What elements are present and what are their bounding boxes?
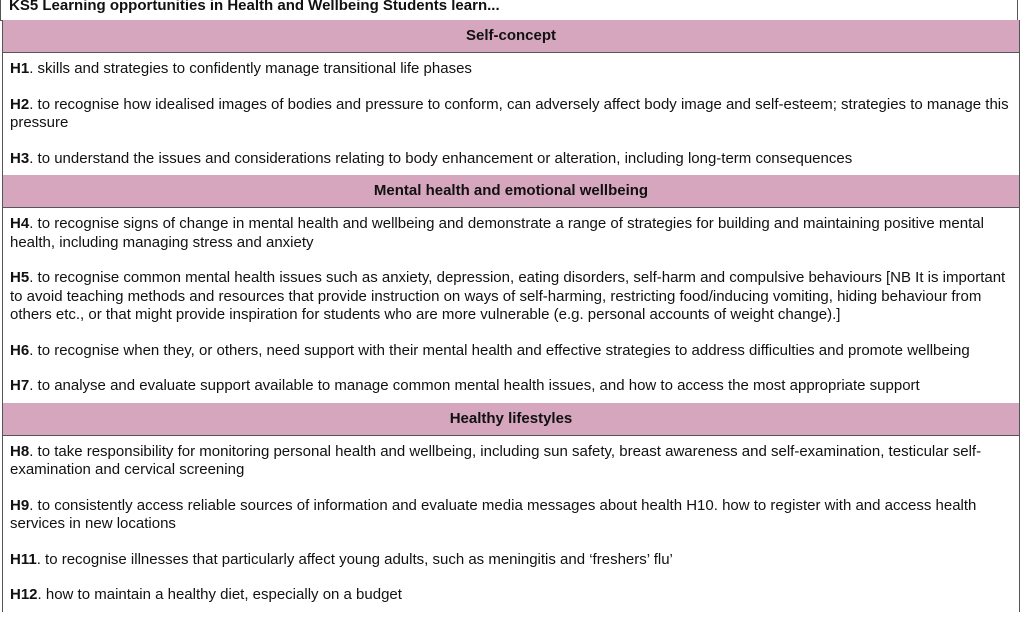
list-item xyxy=(10,497,1010,534)
item-code: H4 xyxy=(10,215,30,232)
item-code: H11 xyxy=(10,550,37,568)
item-code: H12 xyxy=(10,586,38,603)
item-text: . skills and strategies to confidently manage transitional life phases xyxy=(29,60,472,77)
list-item xyxy=(10,60,1010,79)
learning-opportunities-table xyxy=(2,20,1020,612)
section-heading-healthy-lifestyles: Healthy lifestyles xyxy=(2,403,1020,436)
section-body-mental-health xyxy=(2,208,1020,403)
section-heading-self-concept: Self-concept xyxy=(2,20,1020,53)
list-item xyxy=(10,586,1010,605)
list-item xyxy=(10,215,1010,252)
list-item xyxy=(10,551,1010,570)
table-title: KS5 Learning opportunities in Health and Wellbeing Students learn... xyxy=(9,0,500,14)
item-text: . to take responsibility for monitoring personal health and wellbeing, including sun safety, breast awareness and self-examination, testicular self-examination and cervical screening xyxy=(10,442,982,478)
item-code: H1 xyxy=(10,60,30,77)
section-body-healthy-lifestyles xyxy=(2,436,1020,612)
item-code: H7 xyxy=(10,377,30,394)
section-body-self-concept xyxy=(2,53,1020,175)
item-text: . to understand the issues and considerations relating to body enhancement or alteration, including long-term consequences xyxy=(29,149,853,167)
item-code: H9 xyxy=(10,496,30,514)
item-text: . to recognise how idealised images of bodies and pressure to conform, can adversely affect body image and self-esteem; strategies to manage this pressure xyxy=(10,95,1009,131)
list-item xyxy=(10,150,1010,169)
item-text: . to recognise when they, or others, need support with their mental health and effective strategies to address difficulties and promote wellbeing xyxy=(29,341,970,359)
item-text: . to consistently access reliable sources of information and evaluate media messages about health H10. how to register with and access health services in new locations xyxy=(10,496,977,532)
item-code: H2 xyxy=(10,95,30,113)
list-item xyxy=(10,443,1010,480)
item-text: . how to maintain a healthy diet, especially on a budget xyxy=(37,586,402,603)
item-code: H3 xyxy=(10,149,30,167)
item-text: . to analyse and evaluate support available to manage common mental health issues, and how to access the most appropriate support xyxy=(29,377,920,394)
list-item xyxy=(10,269,1010,325)
item-code: H6 xyxy=(10,341,30,359)
list-item xyxy=(10,96,1010,133)
item-text: . to recognise signs of change in mental health and wellbeing and demonstrate a range of strategies for building and maintaining positive mental health, including managing stress and anxiety xyxy=(10,215,984,251)
table-title-row xyxy=(0,0,1018,21)
item-code: H8 xyxy=(10,442,30,460)
item-text: . to recognise common mental health issues such as anxiety, depression, eating disorders, self-harm and compulsive behaviours [NB It is important to avoid teaching methods and resources that provide instruction on ways of self-harming, restricting food/inducing vomiting, hiding behaviour from others etc., or that might provide inspiration for students who are more vulnerable (e.g. personal accounts of weight change).] xyxy=(10,269,1006,323)
list-item xyxy=(10,342,1010,361)
section-heading-mental-health: Mental health and emotional wellbeing xyxy=(2,175,1020,208)
list-item xyxy=(10,377,1010,396)
item-text: . to recognise illnesses that particularly affect young adults, such as meningitis and ‘freshers’ flu’ xyxy=(36,550,673,568)
item-code: H5 xyxy=(10,269,30,286)
